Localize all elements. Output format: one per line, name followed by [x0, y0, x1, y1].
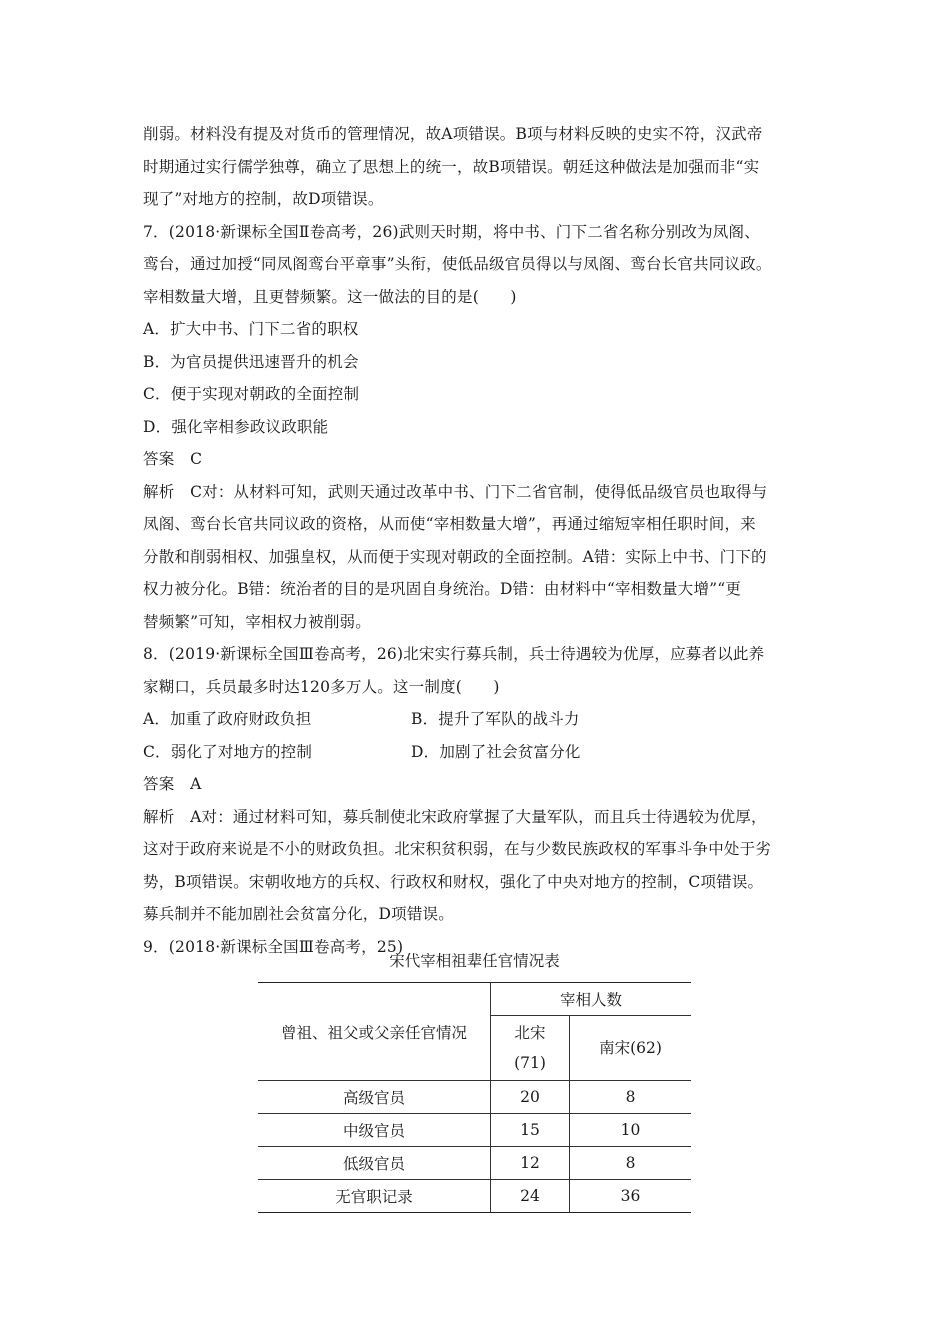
question-8-analysis: 解析 A对：通过材料可知，募兵制使北宋政府掌握了大量军队，而且兵士待遇较为优厚， — [143, 807, 767, 826]
document-body — [143, 118, 823, 963]
question-7-answer: 答案 C — [143, 450, 203, 468]
table-cell-north: 15 — [491, 1114, 570, 1147]
officials-table — [258, 982, 691, 1213]
group-header-cell: 宰相人数 — [491, 983, 692, 1016]
table-cell-south: 8 — [570, 1147, 692, 1180]
question-7-option-a: A．扩大中书、门下二省的职权 — [143, 320, 359, 338]
question-8-analysis: 募兵制并不能加剧社会贫富分化，D项错误。 — [143, 905, 454, 923]
question-8-options-row — [143, 703, 823, 736]
table-caption: 宋代宰相祖辈任官情况表 — [389, 952, 560, 970]
question-7-analysis: 权力被分化。B错：统治者的目的是巩固自身统治。D错：由材料中“宰相数量大增”“更 — [143, 580, 742, 598]
question-7-analysis: 凤阁、鸾台长官共同议政的资格，从而使“宰相数量大增”，再通过缩短宰相任职时间，来 — [143, 515, 756, 533]
question-7-stem: 鸾台，通过加授“同凤阁鸾台平章事”头衔，使低品级官员得以与凤阁、鸾台长官共同议政。 — [143, 255, 772, 273]
question-7-option-b: B．为官员提供迅速晋升的机会 — [143, 352, 359, 371]
question-8-option-d: D．加剧了社会贫富分化 — [411, 742, 581, 761]
question-7-option-d: D．强化宰相参政议政职能 — [143, 417, 329, 436]
table-cell-north: 20 — [491, 1081, 570, 1114]
table-cell-south: 36 — [570, 1180, 692, 1213]
row-header-cell: 曾祖、祖父或父亲任官情况 — [258, 983, 491, 1081]
question-8-answer: 答案 A — [143, 775, 202, 793]
text-line: 现了”对地方的控制，故D项错误。 — [143, 190, 384, 208]
question-8-option-a: A．加重了政府财政负担 — [143, 710, 312, 728]
north-song-header — [491, 1016, 570, 1081]
question-7-analysis: 解析 C对：从材料可知，武则天通过改革中书、门下二省官制，使得低品级官员也取得与 — [143, 482, 768, 501]
question-8-option-c: C．弱化了对地方的控制 — [143, 742, 313, 761]
question-7-stem: 7．(2018·新课标全国Ⅱ卷高考，26)武则天时期，将中书、门下二省名称分别改为凤阁、 — [143, 222, 760, 241]
table-cell-north: 24 — [491, 1180, 570, 1213]
question-8-analysis: 这对于政府来说是不小的财政负担。北宋积贫积弱，在与少数民族政权的军事斗争中处于劣 — [143, 840, 772, 858]
text-line: 时期通过实行儒学独尊，确立了思想上的统一，故B项错误。朝廷这种做法是加强而非“实 — [143, 157, 760, 176]
north-song-label: 北宋 — [514, 1024, 546, 1042]
question-8-stem: 家糊口，兵员最多时达120多万人。这一制度( ) — [143, 677, 500, 696]
question-9-stem: 9．(2018·新课标全国Ⅲ卷高考，25) — [143, 937, 404, 956]
table-row-label: 高级官员 — [258, 1081, 491, 1114]
south-song-header: 南宋(62) — [570, 1016, 692, 1081]
question-7-analysis: 分散和削弱相权、加强皇权，从而便于实现对朝政的全面控制。A错：实际上中书、门下的 — [143, 547, 767, 566]
question-8-analysis: 势，B项错误。宋朝收地方的兵权、行政权和财权，强化了中央对地方的控制，C项错误。 — [143, 872, 764, 891]
north-song-count: (71) — [514, 1054, 546, 1072]
table-row-label: 中级官员 — [258, 1114, 491, 1147]
table-row-label: 无官职记录 — [258, 1180, 491, 1213]
question-7-option-c: C．便于实现对朝政的全面控制 — [143, 385, 360, 403]
question-7-analysis: 替频繁”可知，宰相权力被削弱。 — [143, 612, 371, 631]
table-cell-north: 12 — [491, 1147, 570, 1180]
table-row-label: 低级官员 — [258, 1147, 491, 1180]
text-line: 削弱。材料没有提及对货币的管理情况，故A项错误。B项与材料反映的史实不符，汉武帝 — [143, 125, 763, 143]
table-cell-south: 10 — [570, 1114, 692, 1147]
question-8-options-row — [143, 736, 823, 769]
table-cell-south: 8 — [570, 1081, 692, 1114]
question-8-option-b: B．提升了军队的战斗力 — [411, 710, 580, 728]
question-8-stem: 8．(2019·新课标全国Ⅲ卷高考，26)北宋实行募兵制，兵士待遇较为优厚，应募者以此养 — [143, 645, 765, 663]
question-7-stem: 宰相数量大增，且更替频繁。这一做法的目的是( ) — [143, 287, 517, 306]
